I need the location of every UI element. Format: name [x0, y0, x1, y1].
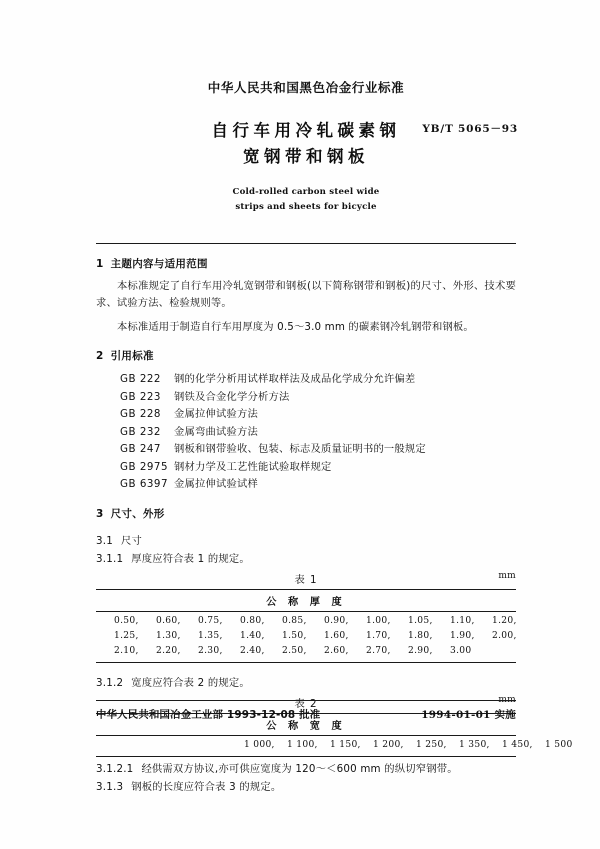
section-heading-3 [96, 506, 516, 521]
subsection-3-1-1-text: 厚度应符合表 1 的规定。 [131, 552, 250, 565]
table-cell: 0.85, [282, 615, 307, 626]
table-cell: 1 500 [545, 739, 573, 750]
table-1-caption-text: 表 1 [294, 573, 318, 586]
issuing-authority-line: 中华人民共和国黑色冶金行业标准 [207, 80, 405, 95]
table-cell: 0.60, [156, 615, 181, 626]
referenced-standards-list [96, 371, 516, 494]
table-row [96, 611, 516, 662]
table-cell: 1 100, [287, 739, 318, 750]
table-cell: 1.50, [282, 630, 307, 641]
reference-code: GB 2975 [120, 460, 169, 473]
section-heading-1 [96, 256, 516, 271]
reference-code: GB 6397 [120, 478, 169, 490]
table-cell: 1.20, [492, 615, 517, 626]
table-cell: 1 150, [330, 739, 361, 750]
table-cell: 0.50, [114, 615, 139, 626]
english-title [96, 185, 516, 215]
table-1 [96, 589, 516, 663]
reference-code: GB 228 [120, 408, 161, 420]
reference-title: 钢的化学分析用试样取样法及成品化学成分允许偏差 [174, 373, 416, 385]
reference-code: GB 232 [120, 425, 161, 438]
subsection-3-1-2 [96, 674, 516, 689]
reference-code: GB 247 [120, 443, 161, 455]
table-2-caption-text: 表 2 [294, 697, 318, 710]
title-block [96, 118, 516, 170]
section-3-title: 尺寸、外形 [110, 507, 165, 520]
table-cell: 3.00 [450, 645, 472, 656]
table-cell: 1.35, [198, 630, 223, 641]
table-cell: 2.10, [114, 645, 139, 656]
section-1-paragraph-1: 本标准规定了自行车用冷轧宽钢带和钢板(以下简称钢带和钢板)的尺寸、外形、技术要求、试验方法、检验规则等。 [96, 280, 516, 309]
subsection-3-1-1 [96, 550, 516, 565]
table-cell: 2.40, [240, 645, 265, 656]
reference-title: 金属拉伸试验试样 [174, 478, 258, 490]
subsection-3-1-3-text: 钢板的长度应符合表 3 的规定。 [131, 780, 282, 793]
reference-title: 金属拉伸试验方法 [174, 408, 258, 420]
document-title-line-1: 自行车用冷轧碳素钢 [211, 121, 401, 140]
subsection-3-1-2-number: 3.1.2 [96, 676, 124, 689]
subsection-3-1-2-1-text: 经供需双方协议,亦可供应宽度为 120～＜600 mm 的纵切窄钢带。 [141, 762, 458, 775]
table-2-row-1 [96, 738, 573, 753]
subsection-3-1-1-number: 3.1.1 [96, 552, 124, 565]
table-cell [492, 644, 534, 659]
section-1-number: 1 [96, 258, 104, 270]
english-title-line-2: strips and sheets for bicycle [235, 202, 377, 212]
table-1-column-header: 公 称 厚 度 [96, 589, 516, 611]
table-cell: 0.90, [324, 615, 349, 626]
table-cell: 2.00, [492, 630, 517, 641]
table-cell: 2.60, [324, 645, 349, 656]
table-cell: 2.70, [366, 645, 391, 656]
table-cell: 1.90, [450, 630, 475, 641]
table-cell: 1.25, [114, 630, 139, 641]
list-item [96, 459, 516, 477]
section-2-number: 2 [96, 350, 104, 362]
table-cell: 1.70, [366, 630, 391, 641]
list-item [96, 441, 516, 459]
reference-title: 金属弯曲试验方法 [174, 425, 258, 438]
subsection-3-1-number: 3.1 [96, 534, 113, 547]
table-cell: 1.80, [408, 630, 433, 641]
footer-effective-date: 1994-01-01 实施 [421, 709, 516, 721]
table-2-column-header: 公 称 宽 度 [96, 713, 516, 735]
table-row [96, 589, 516, 611]
table-cell: 2.30, [198, 645, 223, 656]
masthead [96, 0, 516, 215]
table-cell: 2.20, [156, 645, 181, 656]
english-title-line-1: Cold-rolled carbon steel wide [232, 187, 380, 197]
standard-number: YB/T 5065－93 [422, 123, 518, 135]
table-1-row-3 [96, 644, 516, 659]
table-1-row-2 [96, 629, 516, 644]
table-1-unit: mm [498, 570, 516, 581]
table-cell: 1 200, [373, 739, 404, 750]
table-cell: 1.05, [408, 615, 433, 626]
table-cell: 1 450, [502, 739, 533, 750]
table-cell: 0.80, [240, 615, 265, 626]
list-item [96, 476, 516, 494]
table-cell: 1.00, [366, 615, 391, 626]
header-divider [96, 243, 516, 244]
reference-title: 钢铁及合金化学分析方法 [174, 390, 290, 403]
subsection-3-1-3-number: 3.1.3 [96, 780, 124, 793]
subsection-3-1-3 [96, 778, 516, 793]
table-row [96, 735, 516, 756]
table-cell: 1.40, [240, 630, 265, 641]
document-title-line-2: 宽钢带和钢板 [243, 147, 369, 166]
table-cell: 2.50, [282, 645, 307, 656]
reference-title: 钢材力学及工艺性能试验取样规定 [174, 460, 332, 473]
page-content [96, 0, 573, 793]
subsection-3-1-2-1-number: 3.1.2.1 [96, 762, 134, 775]
reference-code: GB 222 [120, 373, 161, 385]
table-cell: 1.60, [324, 630, 349, 641]
table-1-wrapper [96, 571, 516, 663]
list-item [96, 389, 516, 407]
footer-row [96, 701, 516, 721]
section-1-paragraph-2: 本标准适用于制造自行车用厚度为 0.5～3.0 mm 的碳素钢冷轧钢带和钢板。 [117, 321, 474, 333]
table-cell: 1.10, [450, 615, 475, 626]
subsection-3-1-text: 尺寸 [120, 534, 142, 547]
list-item [96, 371, 516, 389]
subsection-3-1 [96, 532, 516, 547]
table-cell: 1 250, [416, 739, 447, 750]
table-2-unit: mm [498, 694, 516, 705]
section-heading-2 [96, 348, 516, 363]
table-1-values [96, 611, 516, 662]
table-cell: 0.75, [198, 615, 223, 626]
list-item [96, 424, 516, 442]
footer-approval-text: 中华人民共和国冶金工业部 1993-12-08 批准 [96, 709, 321, 721]
subsection-3-1-2-1 [96, 760, 516, 775]
table-1-caption [96, 571, 516, 586]
list-item [96, 406, 516, 424]
reference-code: GB 223 [120, 390, 161, 403]
subsection-3-1-2-text: 宽度应符合表 2 的规定。 [131, 676, 250, 689]
table-2-values [96, 735, 573, 756]
reference-title: 钢板和钢带验收、包装、标志及质量证明书的一般规定 [174, 443, 426, 455]
section-2-title: 引用标准 [110, 350, 154, 362]
table-cell: 1.30, [156, 630, 181, 641]
table-1-row-1 [96, 614, 516, 629]
table-cell: 2.90, [408, 645, 433, 656]
table-cell: 1 000, [244, 739, 275, 750]
section-1-title: 主题内容与适用范围 [110, 258, 208, 270]
section-3-number: 3 [96, 507, 104, 520]
table-cell: 1 350, [459, 739, 490, 750]
